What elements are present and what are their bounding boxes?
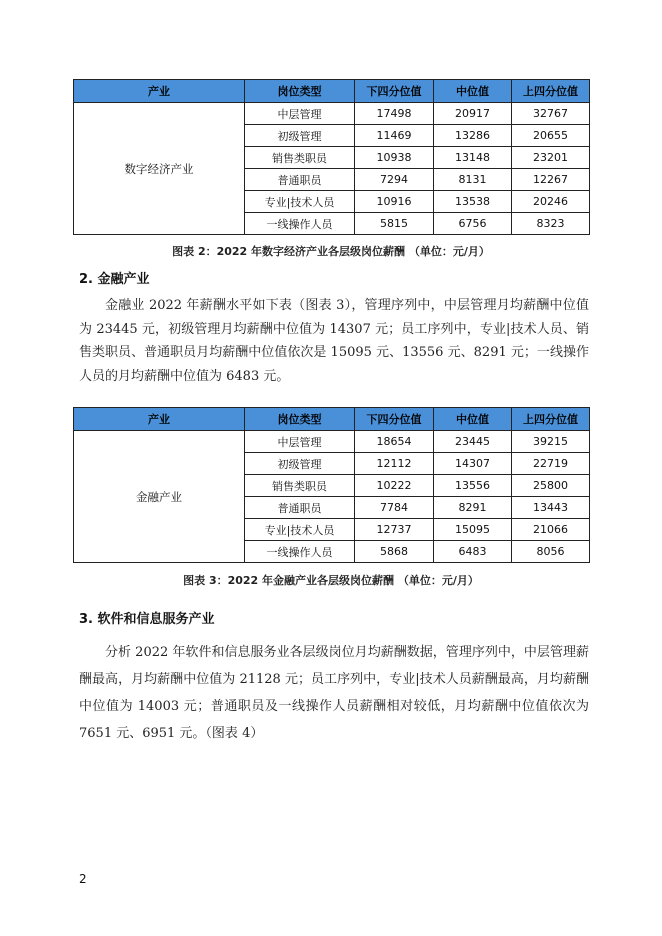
upper-quartile-cell: 20655 bbox=[512, 125, 590, 147]
position-type-cell: 中层管理 bbox=[245, 431, 355, 453]
finance-paragraph-text: 金融业 2022 年薪酬水平如下表（图表 3），管理序列中，中层管理月均薪酬中位值为 23445 元，初级管理月均薪酬中位值为 14307 元；员工序列中，专业|技术人员、销售类职员、普通职员月均薪酬中位值依次是 15095 元、13556 元、8291 元；一线操作人员的月均薪酬中位值为 6483 元。 bbox=[79, 298, 589, 384]
section-heading-finance: 2. 金融产业 bbox=[79, 272, 150, 287]
median-cell: 23445 bbox=[434, 431, 512, 453]
lower-quartile-cell: 5868 bbox=[355, 541, 434, 563]
position-type-cell: 专业|技术人员 bbox=[245, 519, 355, 541]
salary-table-finance bbox=[73, 407, 590, 563]
upper-quartile-cell: 8323 bbox=[512, 213, 590, 235]
median-cell: 20917 bbox=[434, 103, 512, 125]
header-upper-quartile: 上四分位值 bbox=[512, 80, 590, 103]
page-number: 2 bbox=[79, 872, 87, 886]
table-caption-2: 图表 2：2022 年数字经济产业各层级岗位薪酬 （单位：元/月） bbox=[172, 245, 490, 258]
position-type-cell: 专业|技术人员 bbox=[245, 191, 355, 213]
position-type-cell: 初级管理 bbox=[245, 125, 355, 147]
header-industry: 产业 bbox=[74, 80, 245, 103]
median-cell: 8131 bbox=[434, 169, 512, 191]
lower-quartile-cell: 12737 bbox=[355, 519, 434, 541]
median-cell: 13148 bbox=[434, 147, 512, 169]
median-cell: 14307 bbox=[434, 453, 512, 475]
header-position-type: 岗位类型 bbox=[245, 80, 355, 103]
lower-quartile-cell: 17498 bbox=[355, 103, 434, 125]
position-type-cell: 一线操作人员 bbox=[245, 541, 355, 563]
position-type-cell: 普通职员 bbox=[245, 169, 355, 191]
median-cell: 13556 bbox=[434, 475, 512, 497]
median-cell: 13538 bbox=[434, 191, 512, 213]
upper-quartile-cell: 8056 bbox=[512, 541, 590, 563]
lower-quartile-cell: 7784 bbox=[355, 497, 434, 519]
median-cell: 15095 bbox=[434, 519, 512, 541]
section-heading-software: 3. 软件和信息服务产业 bbox=[79, 612, 215, 627]
industry-cell: 数字经济产业 bbox=[74, 103, 245, 235]
position-type-cell: 销售类职员 bbox=[245, 475, 355, 497]
table-caption-3: 图表 3：2022 年金融产业各层级岗位薪酬 （单位：元/月） bbox=[183, 574, 479, 587]
upper-quartile-cell: 39215 bbox=[512, 431, 590, 453]
position-type-cell: 中层管理 bbox=[245, 103, 355, 125]
lower-quartile-cell: 12112 bbox=[355, 453, 434, 475]
upper-quartile-cell: 20246 bbox=[512, 191, 590, 213]
upper-quartile-cell: 32767 bbox=[512, 103, 590, 125]
upper-quartile-cell: 21066 bbox=[512, 519, 590, 541]
header-median: 中位值 bbox=[434, 80, 512, 103]
header-median: 中位值 bbox=[434, 408, 512, 431]
upper-quartile-cell: 12267 bbox=[512, 169, 590, 191]
median-cell: 13286 bbox=[434, 125, 512, 147]
lower-quartile-cell: 7294 bbox=[355, 169, 434, 191]
header-lower-quartile: 下四分位值 bbox=[355, 408, 434, 431]
lower-quartile-cell: 10938 bbox=[355, 147, 434, 169]
header-upper-quartile: 上四分位值 bbox=[512, 408, 590, 431]
software-paragraph-text: 分析 2022 年软件和信息服务业各层级岗位月均薪酬数据，管理序列中，中层管理薪酬最高，月均薪酬中位值为 21128 元；员工序列中，专业|技术人员薪酬最高，月均薪酬中位值为 14003 元；普通职员及一线操作人员薪酬相对较低，月均薪酬中位值依次为 7651 元、6951 元。（图表 4） bbox=[79, 645, 589, 741]
lower-quartile-cell: 18654 bbox=[355, 431, 434, 453]
finance-paragraph bbox=[79, 294, 589, 388]
lower-quartile-cell: 5815 bbox=[355, 213, 434, 235]
upper-quartile-cell: 13443 bbox=[512, 497, 590, 519]
median-cell: 6483 bbox=[434, 541, 512, 563]
table-row bbox=[74, 103, 590, 125]
position-type-cell: 销售类职员 bbox=[245, 147, 355, 169]
lower-quartile-cell: 10916 bbox=[355, 191, 434, 213]
position-type-cell: 一线操作人员 bbox=[245, 213, 355, 235]
salary-table-digital-economy bbox=[73, 79, 590, 235]
lower-quartile-cell: 11469 bbox=[355, 125, 434, 147]
industry-cell: 金融产业 bbox=[74, 431, 245, 563]
header-industry: 产业 bbox=[74, 408, 245, 431]
upper-quartile-cell: 22719 bbox=[512, 453, 590, 475]
table-header-row bbox=[74, 408, 590, 431]
upper-quartile-cell: 23201 bbox=[512, 147, 590, 169]
header-lower-quartile: 下四分位值 bbox=[355, 80, 434, 103]
table-row bbox=[74, 431, 590, 453]
position-type-cell: 初级管理 bbox=[245, 453, 355, 475]
table-header-row bbox=[74, 80, 590, 103]
lower-quartile-cell: 10222 bbox=[355, 475, 434, 497]
software-paragraph bbox=[79, 639, 589, 747]
median-cell: 8291 bbox=[434, 497, 512, 519]
header-position-type: 岗位类型 bbox=[245, 408, 355, 431]
position-type-cell: 普通职员 bbox=[245, 497, 355, 519]
upper-quartile-cell: 25800 bbox=[512, 475, 590, 497]
median-cell: 6756 bbox=[434, 213, 512, 235]
